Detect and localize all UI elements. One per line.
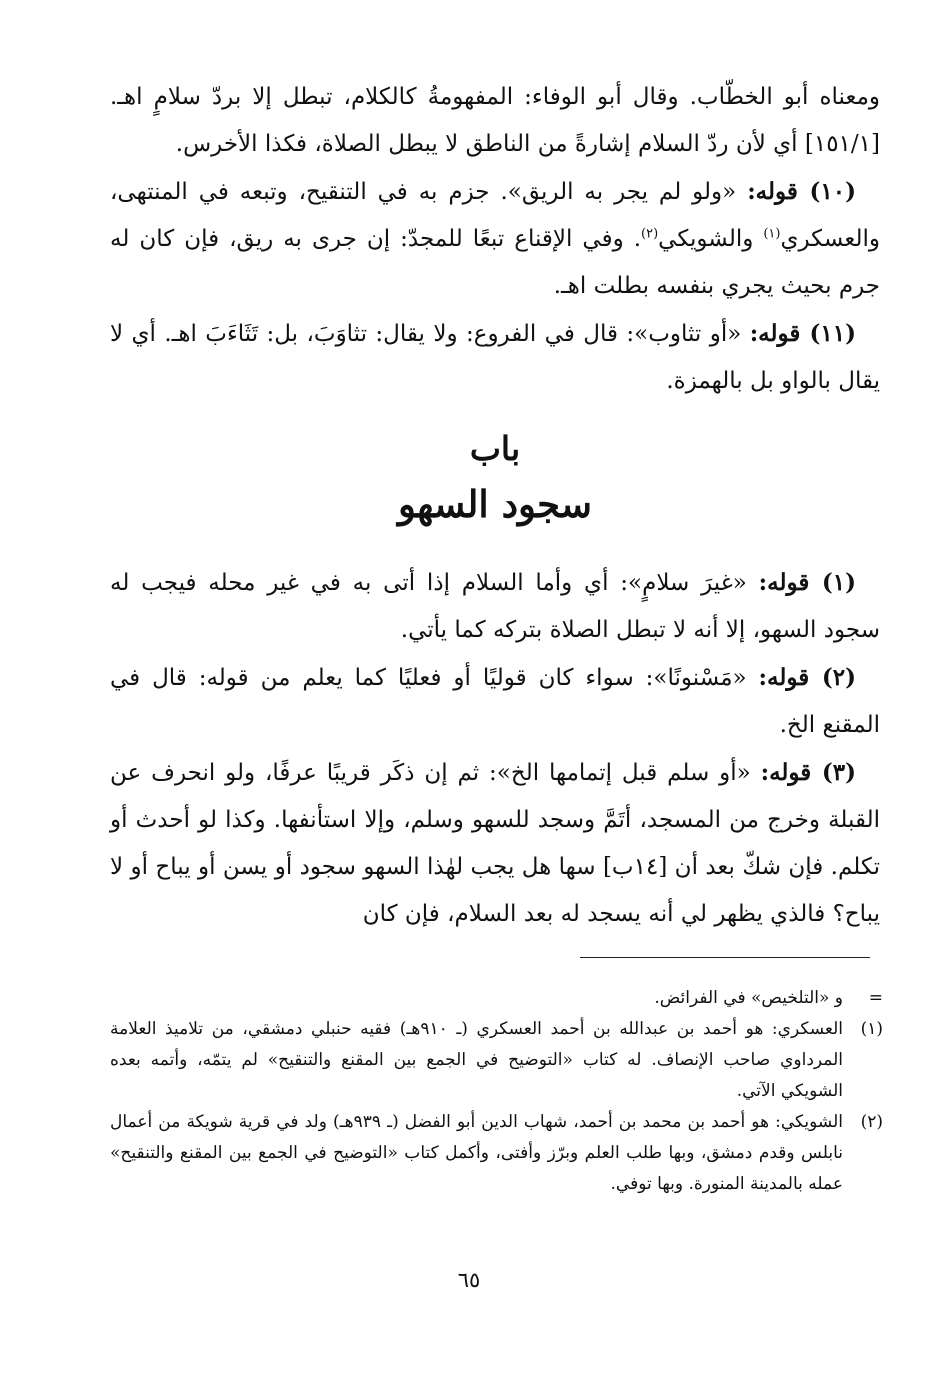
paragraph-5-text: «مَسْنونًا»: سواء كان قوليًا أو فعليًا كما يعلم من قوله: قال في المقنع الخ. xyxy=(110,665,880,738)
paragraph-3-text: «أو تثاوب»: قال في الفروع: ولا يقال: تثاوَبَ، بل: تَثَاءَبَ اهـ. أي لا يقال بالواو بل بالهمزة. xyxy=(110,321,880,394)
paragraph-6-label: (٣) قوله: xyxy=(760,759,856,786)
paragraph-2 xyxy=(110,168,880,310)
footnotes xyxy=(110,983,883,1200)
page-number: ٦٥ xyxy=(457,1268,481,1292)
continuation-mark: = xyxy=(868,988,883,1008)
paragraph-2-text-b: والشويكي xyxy=(658,226,764,252)
paragraph-5-label: (٢) قوله: xyxy=(758,664,856,691)
footnote-separator xyxy=(580,957,870,958)
chapter-title: سجود السهو xyxy=(397,482,593,526)
footnote-1-number: (١) xyxy=(860,1019,883,1039)
continuation-text: و «التلخيص» في الفرائض. xyxy=(654,988,843,1008)
footnote-ref-2: (٢) xyxy=(641,226,659,242)
paragraph-6-text: «أو سلم قبل إتمامها الخ»: ثم إن ذكَر قريبًا عرفًا، ولو انحرف عن القبلة وخرج من المسجد، أتَمَّ وسجد للسهو وسلم، وإلا استأنفها. وكذا لو أحدث أو تكلم. فإن شكّ بعد أن [١٤ب] سها هل يجب لهٰذا السهو سجود أو يسن أو يباح أو لا يباح؟ فالذي يظهر لي أنه يسجد له بعد السلام، فإن كان xyxy=(110,760,880,927)
paragraph-3 xyxy=(110,310,880,405)
paragraph-6 xyxy=(110,749,880,938)
paragraph-2-text-c: . وفي الإقناع تبعًا للمجدّ: إن جرى به ريق، فإن كان له جرم بحيث يجري بنفسه بطلت اهـ. xyxy=(110,226,880,299)
footnote-2-number: (٢) xyxy=(860,1112,883,1132)
footnote-1 xyxy=(110,1014,883,1107)
paragraph-1: ومعناه أبو الخطّاب. وقال أبو الوفاء: المفهومةُ كالكلام، تبطل إلا بردّ سلامٍ اهـ. [١٥١/١] أي لأن ردّ السلام إشارةً من الناطق لا يبطل الصلاة، فكذا الأخرس. xyxy=(110,84,880,157)
chapter-heading: باب xyxy=(469,429,521,468)
footnote-1-text: العسكري: هو أحمد بن عبدالله بن أحمد العسكري (ـ ٩١٠هـ) فقيه حنبلي دمشقي، من تلاميذ العلامة المرداوي صاحب الإنصاف. له كتاب «التوضيح في الجمع بين المقنع والتنقيح» لم يتمّه، وأتمه بعده الشويكي الآتي. xyxy=(110,1019,844,1101)
main-text xyxy=(110,74,880,938)
paragraph-4-label: (١) قوله: xyxy=(758,569,856,596)
paragraph-5 xyxy=(110,654,880,749)
footnote-continuation xyxy=(110,983,883,1014)
footnote-2-text: الشويكي: هو أحمد بن محمد بن أحمد، شهاب الدين أبو الفضل (ـ ٩٣٩هـ) ولد في قرية شويكة من أعمال نابلس وقدم دمشق، وبها طلب العلم وبرّز وأفتى، وأكمل كتاب «التوضيح في الجمع بين المقنع والتنقيح» عمله بالمدينة المنورة. وبها توفي. xyxy=(110,1112,843,1194)
footnote-ref-1: (١) xyxy=(763,226,781,242)
paragraph-3-label: (١١) قوله: xyxy=(749,320,856,347)
footnote-2 xyxy=(110,1107,883,1200)
paragraph-4-text: «غيرَ سلامٍ»: أي وأما السلام إذا أتى به في غير محله فيجب له سجود السهو، إلا أنه لا تبطل الصلاة بتركه كما يأتي. xyxy=(110,570,880,643)
paragraph-4 xyxy=(110,559,880,654)
paragraph-2-text-a: «ولو لم يجر به الريق». جزم به في التنقيح، وتبعه في المنتهى، والعسكري xyxy=(110,179,880,252)
paragraph-2-label: (١٠) قوله: xyxy=(747,178,857,205)
